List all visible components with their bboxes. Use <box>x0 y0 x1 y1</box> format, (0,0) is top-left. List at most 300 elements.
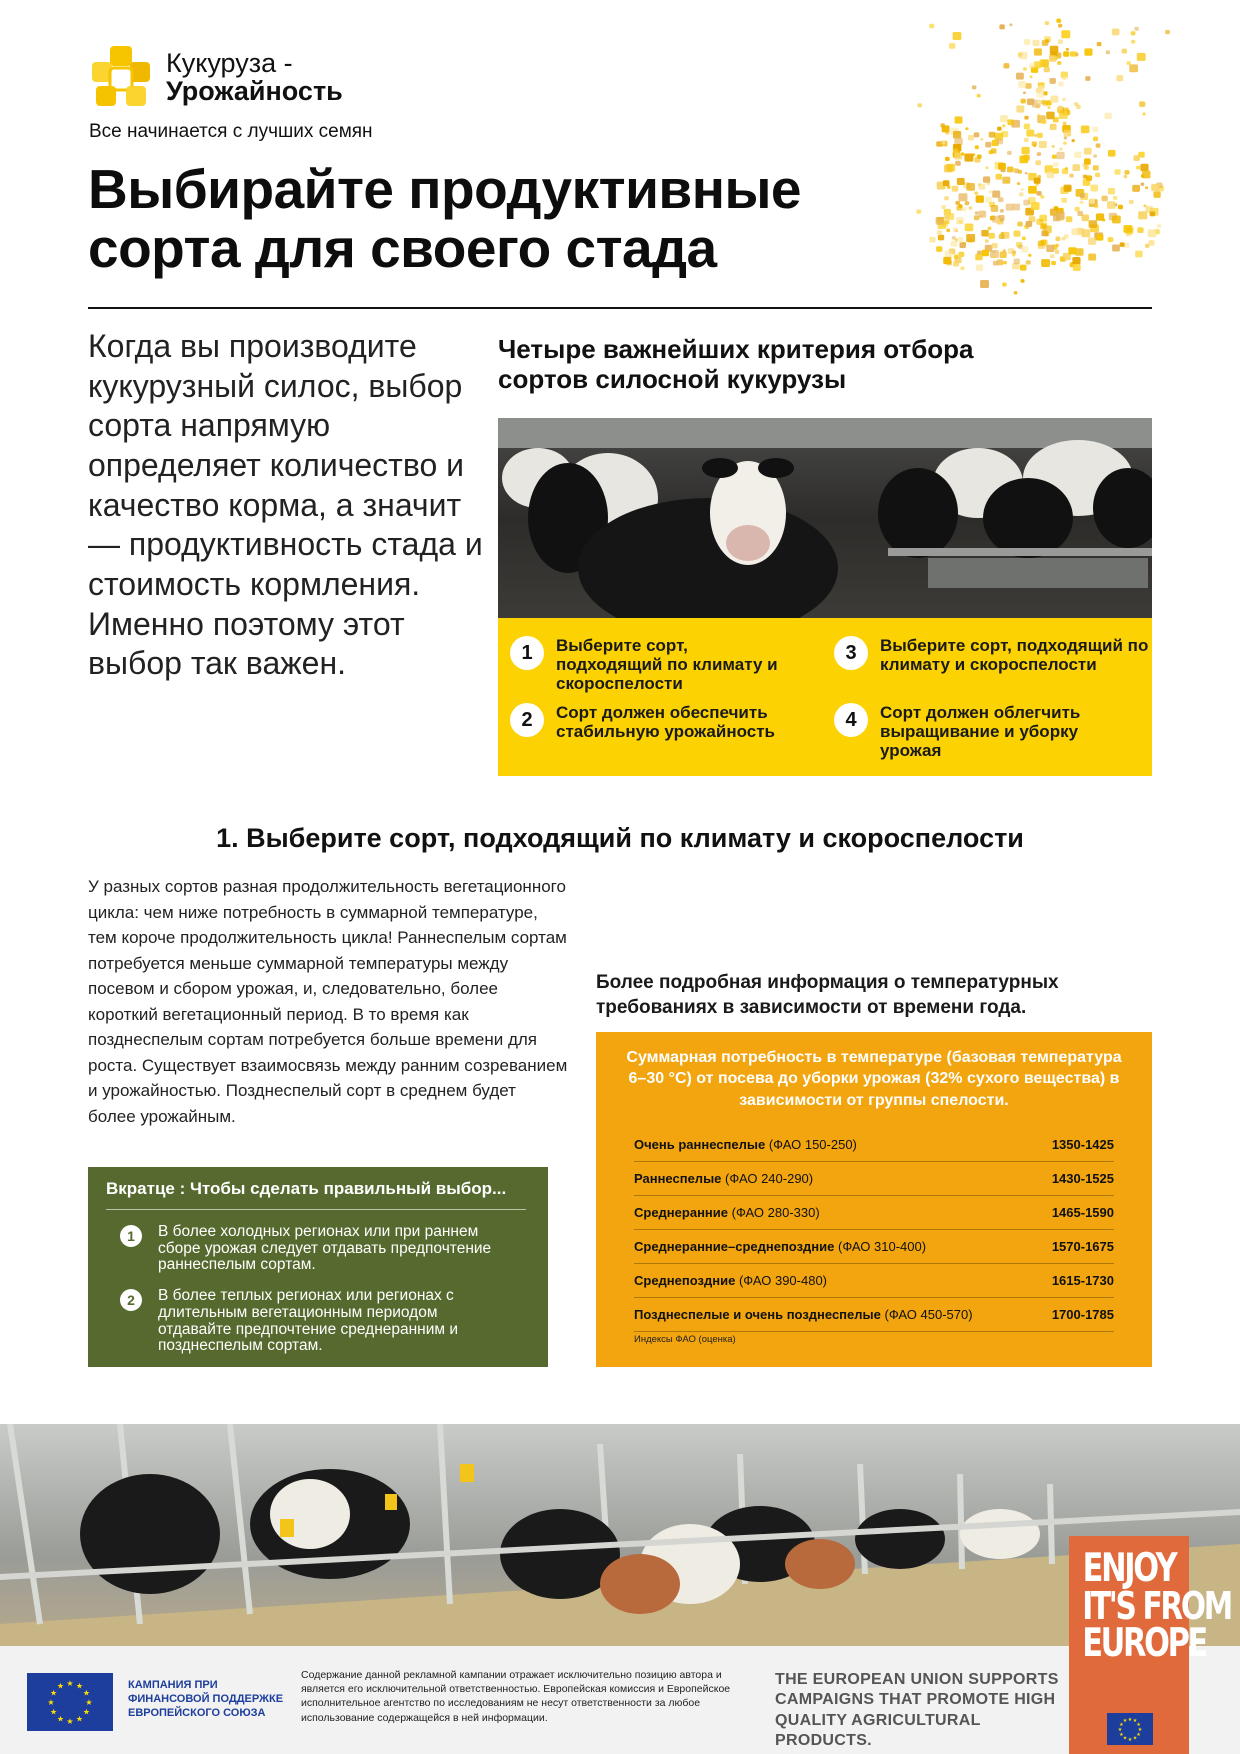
kernel-dot <box>1024 39 1030 45</box>
kernel-dot <box>953 32 962 40</box>
flag-star: ★ <box>66 1716 74 1726</box>
kernel-dot <box>1064 136 1068 139</box>
kernel-dot <box>1021 99 1026 104</box>
kernel-dot <box>985 142 991 148</box>
kernel-dot <box>1140 164 1148 171</box>
kernel-dot <box>1089 199 1095 204</box>
kernel-dot <box>1153 191 1160 198</box>
kernel-dot <box>1038 240 1044 246</box>
kernel-dot <box>1157 224 1161 228</box>
maturity-group-label: Позднеспелые и очень позднеспелые <box>634 1307 881 1322</box>
kernel-dot <box>1019 155 1028 163</box>
summary-text: В более холодных регионах или при раннем сборе урожая следует отдавать предпочтение раннеспелым сортам. <box>158 1223 492 1274</box>
temperature-row <box>634 1230 1114 1264</box>
maturity-group <box>634 1137 857 1152</box>
kernel-dot <box>960 266 964 270</box>
temperature-value: 1570-1675 <box>1051 1239 1114 1254</box>
kernel-dot <box>1064 185 1072 192</box>
kernel-dot <box>1142 171 1151 179</box>
kernel-dot <box>975 254 983 261</box>
kernel-dot <box>1074 102 1078 106</box>
kernel-dot <box>1132 185 1140 192</box>
flag-star: ★ <box>85 1697 93 1707</box>
kernel-dot <box>1000 209 1004 213</box>
corn-kernels-logo-icon <box>88 44 154 110</box>
kernel-dot <box>1139 101 1145 106</box>
kernel-dot <box>992 255 995 258</box>
summary-number: 1 <box>120 1225 142 1247</box>
kernel-dot <box>1084 48 1092 55</box>
kernel-dot <box>980 138 983 141</box>
kernel-dot <box>1084 148 1092 155</box>
fao-index: (ФАО 450-570) <box>884 1307 973 1322</box>
kernel-dot <box>1055 237 1060 241</box>
criterion-number: 4 <box>834 703 868 737</box>
kernel-dot <box>1017 182 1020 185</box>
kernel-dot <box>1033 144 1036 147</box>
kernel-dot <box>1030 75 1033 78</box>
brand-logo <box>88 44 343 110</box>
kernel-dot <box>1002 124 1005 127</box>
kernel-dot <box>1052 145 1055 148</box>
flag-star: ★ <box>56 1714 65 1724</box>
kernel-dot <box>1039 141 1047 148</box>
flag-star: ★ <box>75 1681 84 1691</box>
kernel-dot <box>991 205 999 212</box>
kernel-dot <box>1037 191 1042 196</box>
kernel-dot <box>981 230 988 237</box>
kernel-dot <box>1046 245 1054 252</box>
kernel-dot <box>980 280 989 288</box>
kernel-dot <box>1003 63 1009 68</box>
maturity-group-label: Среднепоздние <box>634 1273 736 1288</box>
kernel-dot <box>1063 51 1069 56</box>
logo-line-2: Урожайность <box>166 76 343 106</box>
kernel-dot <box>998 197 1003 202</box>
kernel-dot <box>985 239 989 242</box>
kernel-dot <box>1016 73 1024 80</box>
kernel-dot <box>1068 247 1076 254</box>
kernel-dot <box>1047 106 1050 109</box>
kernel-dot <box>1026 260 1031 264</box>
kernel-dot <box>968 135 974 140</box>
kernel-dot <box>1106 50 1110 54</box>
kernel-dot <box>1028 254 1031 257</box>
kernel-dot <box>945 250 953 257</box>
flag-star: ★ <box>1117 1726 1123 1733</box>
fao-index: (ФАО 310-400) <box>838 1239 927 1254</box>
summary-item-2 <box>106 1288 530 1355</box>
kernel-dot <box>1014 259 1020 265</box>
kernel-dot <box>974 132 980 137</box>
kernel-dot <box>1060 257 1065 261</box>
kernel-dot <box>1084 165 1089 169</box>
kernel-dot <box>962 207 967 211</box>
kernel-dot <box>1032 40 1039 46</box>
kernel-dot <box>1102 219 1105 222</box>
kernel-dot <box>953 261 959 266</box>
kernel-dot <box>1034 178 1041 184</box>
kernel-dot <box>1129 64 1138 72</box>
kernel-dot <box>978 211 986 218</box>
kernel-dot <box>1034 48 1042 55</box>
kernel-dot <box>1096 143 1101 147</box>
kernel-dot <box>1023 200 1029 206</box>
kernel-dot <box>929 237 935 243</box>
corn-kernel-mosaic-image <box>905 18 1175 298</box>
temperature-row <box>634 1196 1114 1230</box>
kernel-dot <box>1074 152 1081 158</box>
kernel-dot <box>1141 182 1145 185</box>
criterion-text: Выберите сорт, подходящий по климату и скороспелости <box>556 636 778 694</box>
kernel-dot <box>1104 113 1111 120</box>
kernel-dot <box>978 184 985 190</box>
temperature-value: 1465-1590 <box>1051 1205 1114 1220</box>
kernel-dot <box>945 131 949 135</box>
kernel-dot <box>1062 98 1066 101</box>
kernel-dot <box>1021 246 1028 252</box>
kernel-dot <box>936 217 945 225</box>
kernel-dot <box>1041 259 1050 267</box>
kernel-dot <box>1092 127 1098 132</box>
disclaimer: Содержание данной рекламной кампании отражает исключительно позицию автора и является его исключительной ответственностью. Европейская комиссия и Европейское исполнительное агентство по исследованиям не несут ответственности за любое использование содержащейся в ней информации. <box>301 1669 731 1724</box>
kernel-dot <box>997 127 1001 131</box>
criterion-4 <box>834 703 1120 760</box>
enjoy-line-3: EUROPE <box>1082 1621 1207 1667</box>
kernel-dot <box>1064 130 1072 137</box>
kernel-dot <box>1000 252 1007 259</box>
kernel-dot <box>1049 78 1055 84</box>
kernel-dot <box>965 201 970 205</box>
maturity-group-label: Раннеспелые <box>634 1171 722 1186</box>
kernel-dot <box>1061 198 1067 203</box>
kernel-dot <box>1063 122 1067 125</box>
flag-star: ★ <box>1127 1716 1133 1723</box>
kernel-dot <box>1148 240 1154 246</box>
kernel-dot <box>976 264 983 271</box>
fao-note: Индексы ФАО (оценка) <box>634 1334 736 1345</box>
kernel-dot <box>1066 216 1073 222</box>
kernel-dot <box>1083 175 1087 179</box>
flag-star: ★ <box>47 1697 55 1707</box>
kernel-dot <box>1007 166 1014 172</box>
kernel-dot <box>1090 185 1098 192</box>
criterion-text: Сорт должен обеспечить стабильную урожайность <box>556 703 775 742</box>
kernel-dot <box>1002 282 1006 286</box>
kernel-dot <box>1069 174 1073 178</box>
kernel-dot <box>1148 229 1157 237</box>
flag-star: ★ <box>1132 1735 1138 1742</box>
temperature-intro: Более подробная информация о температурных требованиях в зависимости от времени года. <box>596 972 1059 1018</box>
kernel-dot <box>992 191 1000 198</box>
criterion-text: Выберите сорт, подходящий по климату и скороспелости <box>880 636 1149 675</box>
kernel-dot <box>1041 100 1046 105</box>
kernel-dot <box>1028 186 1037 194</box>
kernel-dot <box>1062 77 1066 81</box>
kernel-dot <box>1044 67 1050 72</box>
kernel-dot <box>1038 82 1041 85</box>
kernel-dot <box>1013 168 1017 172</box>
kernel-dot <box>1072 257 1080 264</box>
kernel-dot <box>946 229 950 232</box>
flag-star: ★ <box>82 1688 91 1698</box>
kernel-dot <box>1124 175 1128 178</box>
kernel-dot <box>1034 134 1037 137</box>
cows-feeding-photo <box>0 1424 1240 1646</box>
kernel-dot <box>966 234 975 242</box>
kernel-dot <box>985 166 988 169</box>
kernel-dot <box>944 196 949 200</box>
kernel-dot <box>1053 117 1059 122</box>
kernel-dot <box>961 152 965 155</box>
kernel-dot <box>1027 98 1034 105</box>
kernel-dot <box>1116 75 1123 81</box>
kernel-dot <box>1020 265 1027 271</box>
kernel-dot <box>1053 162 1059 167</box>
kernel-dot <box>959 242 965 248</box>
kernel-dot <box>1112 216 1121 224</box>
kernel-dot <box>1055 250 1059 254</box>
temperature-value: 1700-1785 <box>1051 1307 1114 1322</box>
temperature-table <box>634 1128 1114 1332</box>
kernel-dot <box>977 155 982 159</box>
kernel-dot <box>942 141 946 144</box>
kernel-dot <box>1007 119 1013 125</box>
kernel-dot <box>1081 125 1090 133</box>
kernel-dot <box>1016 105 1024 112</box>
flag-star: ★ <box>66 1678 74 1688</box>
kernel-dot <box>1014 291 1018 294</box>
kernel-dot <box>1025 172 1028 175</box>
kernel-dot <box>1024 124 1030 130</box>
kernel-dot <box>965 127 968 130</box>
kernel-dot <box>944 214 950 219</box>
kernel-dot <box>1137 227 1143 233</box>
kernel-dot <box>956 205 962 210</box>
kernel-dot <box>1038 85 1044 91</box>
kernel-dot <box>1094 204 1099 208</box>
kernel-dot <box>1017 222 1022 227</box>
temperature-value: 1615-1730 <box>1051 1273 1114 1288</box>
kernel-dot <box>1023 67 1027 70</box>
flag-star: ★ <box>49 1688 58 1698</box>
fao-index: (ФАО 240-290) <box>725 1171 814 1186</box>
kernel-dot <box>991 148 997 153</box>
summary-text: В более теплых регионах или регионах с длительным вегетационным периодом отдавайте предпочтение среднеранним и позднеспелым сортам. <box>158 1287 459 1355</box>
kernel-dot <box>1135 251 1143 258</box>
kernel-dot <box>1134 27 1138 31</box>
kernel-dot <box>1120 242 1125 246</box>
flag-star: ★ <box>49 1707 58 1717</box>
temperature-row <box>634 1162 1114 1196</box>
eu-flag-icon <box>27 1673 113 1731</box>
flag-star: ★ <box>82 1707 91 1717</box>
kernel-dot <box>1082 214 1089 221</box>
campaign-label: КАМПАНИЯ ПРИ ФИНАНСОВОЙ ПОДДЕРЖКЕ ЕВРОПЕЙСКОГО СОЮЗА <box>128 1679 284 1720</box>
kernel-dot <box>1065 167 1068 170</box>
kernel-dot <box>1009 23 1012 26</box>
kernel-dot <box>1131 40 1135 44</box>
criterion-number: 1 <box>510 636 544 670</box>
kernel-dot <box>957 237 963 242</box>
temperature-value: 1430-1525 <box>1051 1171 1114 1186</box>
kernel-dot <box>1151 184 1159 191</box>
maturity-group-label: Очень раннеспелые <box>634 1137 766 1152</box>
temperature-row <box>634 1128 1114 1162</box>
temperature-row <box>634 1264 1114 1298</box>
intro-text: Когда вы производите кукурузный силос, выбор сорта напрямую определяет количество и качество корма, а значит — продуктивность стада и стоимость кормления. Именно поэтому этот выбор так важен. <box>88 328 483 682</box>
kernel-dot <box>1075 53 1078 56</box>
kernel-dot <box>1053 168 1059 174</box>
kernel-dot <box>917 103 922 107</box>
kernel-dot <box>999 24 1005 29</box>
kernel-dot <box>987 227 991 231</box>
kernel-dot <box>1071 139 1074 142</box>
footer <box>0 1646 1240 1754</box>
kernel-dot <box>1022 237 1026 241</box>
kernel-dot <box>1024 138 1029 142</box>
kernel-dot <box>1118 205 1123 210</box>
kernel-dot <box>1058 106 1063 110</box>
kernel-dot <box>1024 116 1028 120</box>
kernel-dot <box>958 252 964 257</box>
kernel-dot <box>1071 228 1079 235</box>
maturity-group <box>634 1171 813 1186</box>
kernel-dot <box>1112 28 1120 35</box>
kernel-dot <box>1023 91 1026 94</box>
kernel-dot <box>1056 152 1064 159</box>
header-divider <box>88 307 1152 309</box>
fao-index: (ФАО 280-330) <box>731 1205 820 1220</box>
flag-star: ★ <box>1122 1718 1128 1725</box>
kernel-dot <box>1127 61 1131 65</box>
flag-star: ★ <box>1136 1731 1141 1738</box>
kernel-dot <box>1045 21 1049 25</box>
kernel-dot <box>945 157 950 161</box>
criterion-text: Сорт должен облегчить выращивание и уборку урожая <box>880 703 1081 761</box>
kernel-dot <box>956 217 964 224</box>
kernel-dot <box>1013 230 1020 236</box>
kernel-dot <box>1000 115 1008 122</box>
kernel-dot <box>1058 39 1063 44</box>
kernel-dot <box>955 161 960 166</box>
kernel-dot <box>1108 188 1115 194</box>
kernel-dot <box>977 94 981 98</box>
maturity-group <box>634 1273 827 1288</box>
cows-photo <box>498 418 1152 618</box>
flag-star: ★ <box>75 1714 84 1724</box>
kernel-dot <box>1051 51 1056 55</box>
kernel-dot <box>1021 188 1024 191</box>
kernel-dot <box>1145 186 1148 189</box>
kernel-dot <box>1096 234 1103 240</box>
kernel-dot <box>1040 195 1044 198</box>
kernel-dot <box>1107 201 1116 209</box>
kernel-dot <box>1036 219 1043 225</box>
kernel-dot <box>1136 166 1140 170</box>
kernel-dot <box>1097 42 1102 46</box>
flag-star: ★ <box>1122 1735 1128 1742</box>
kernel-dot <box>951 241 957 247</box>
kernel-dot <box>1054 56 1057 59</box>
kernel-dot <box>1056 19 1061 23</box>
kernel-dot <box>936 246 942 252</box>
kernel-dot <box>957 178 965 185</box>
kernel-dot <box>1059 148 1062 151</box>
kernel-dot <box>1003 261 1007 264</box>
kernel-dot <box>1075 207 1080 212</box>
kernel-dot <box>1080 201 1084 205</box>
kernel-dot <box>988 233 995 239</box>
flag-star: ★ <box>1137 1726 1143 1733</box>
kernel-dot <box>1150 211 1155 216</box>
kernel-dot <box>1088 253 1096 260</box>
kernel-dot <box>1006 180 1009 183</box>
kernel-dot <box>1043 225 1051 233</box>
enjoy-line-1: ENJOY <box>1082 1546 1176 1591</box>
criterion-3 <box>834 636 1150 674</box>
kernel-dot <box>1073 264 1081 271</box>
kernel-dot <box>1077 211 1083 216</box>
kernel-dot <box>964 153 973 161</box>
kernel-dot <box>1031 202 1040 210</box>
kernel-dot <box>998 163 1006 170</box>
kernel-dot <box>1008 248 1015 254</box>
kernel-dot <box>1006 204 1014 211</box>
kernel-dot <box>1001 232 1004 235</box>
temperature-row <box>634 1298 1114 1332</box>
kernel-dot <box>966 183 975 191</box>
kernel-dot <box>953 148 959 153</box>
kernel-dot <box>1026 221 1033 227</box>
kernel-dot <box>1045 39 1049 43</box>
kernel-dot <box>1142 112 1145 115</box>
kernel-dot <box>992 243 998 248</box>
kernel-dot <box>1108 237 1114 242</box>
kernel-dot <box>1063 142 1067 145</box>
kernel-dot <box>1088 237 1096 244</box>
kernel-dot <box>974 191 978 194</box>
kernel-dot <box>1093 165 1099 170</box>
kernel-dot <box>1134 155 1140 161</box>
kernel-dot <box>1025 83 1031 89</box>
maturity-group <box>634 1205 820 1220</box>
eu-support-text: THE EUROPEAN UNION SUPPORTS CAMPAIGNS THAT PROMOTE HIGH QUALITY AGRICULTURAL PRODUCTS. <box>775 1671 1059 1750</box>
kernel-dot <box>917 210 922 214</box>
kernel-dot <box>1035 160 1041 165</box>
kernel-dot <box>968 206 972 210</box>
kernel-dot <box>1138 211 1147 219</box>
kernel-dot <box>1143 204 1146 207</box>
criterion-1 <box>510 636 796 693</box>
maturity-group-label: Среднеранние–среднепоздние <box>634 1239 835 1254</box>
kernel-dot <box>1131 31 1136 35</box>
kernel-dot <box>1000 218 1004 222</box>
kernel-dot <box>1122 49 1127 54</box>
kernel-dot <box>1041 120 1046 124</box>
kernel-dot <box>1114 169 1120 175</box>
kernel-dot <box>937 230 942 234</box>
kernel-dot <box>1022 147 1030 154</box>
flag-star: ★ <box>1132 1718 1138 1725</box>
flag-star: ★ <box>1136 1721 1141 1728</box>
kernel-dot <box>1066 48 1069 51</box>
kernel-dot <box>940 123 945 127</box>
fao-index: (ФАО 150-250) <box>768 1137 857 1152</box>
kernel-dot <box>993 261 998 266</box>
temperature-table-title: Суммарная потребность в температуре (базовая температура 6–30 °С) от посева до уборки урожая (32% сухого вещества) в зависимости от группы спелости. <box>626 1049 1122 1109</box>
fao-index: (ФАО 390-480) <box>738 1273 828 1288</box>
